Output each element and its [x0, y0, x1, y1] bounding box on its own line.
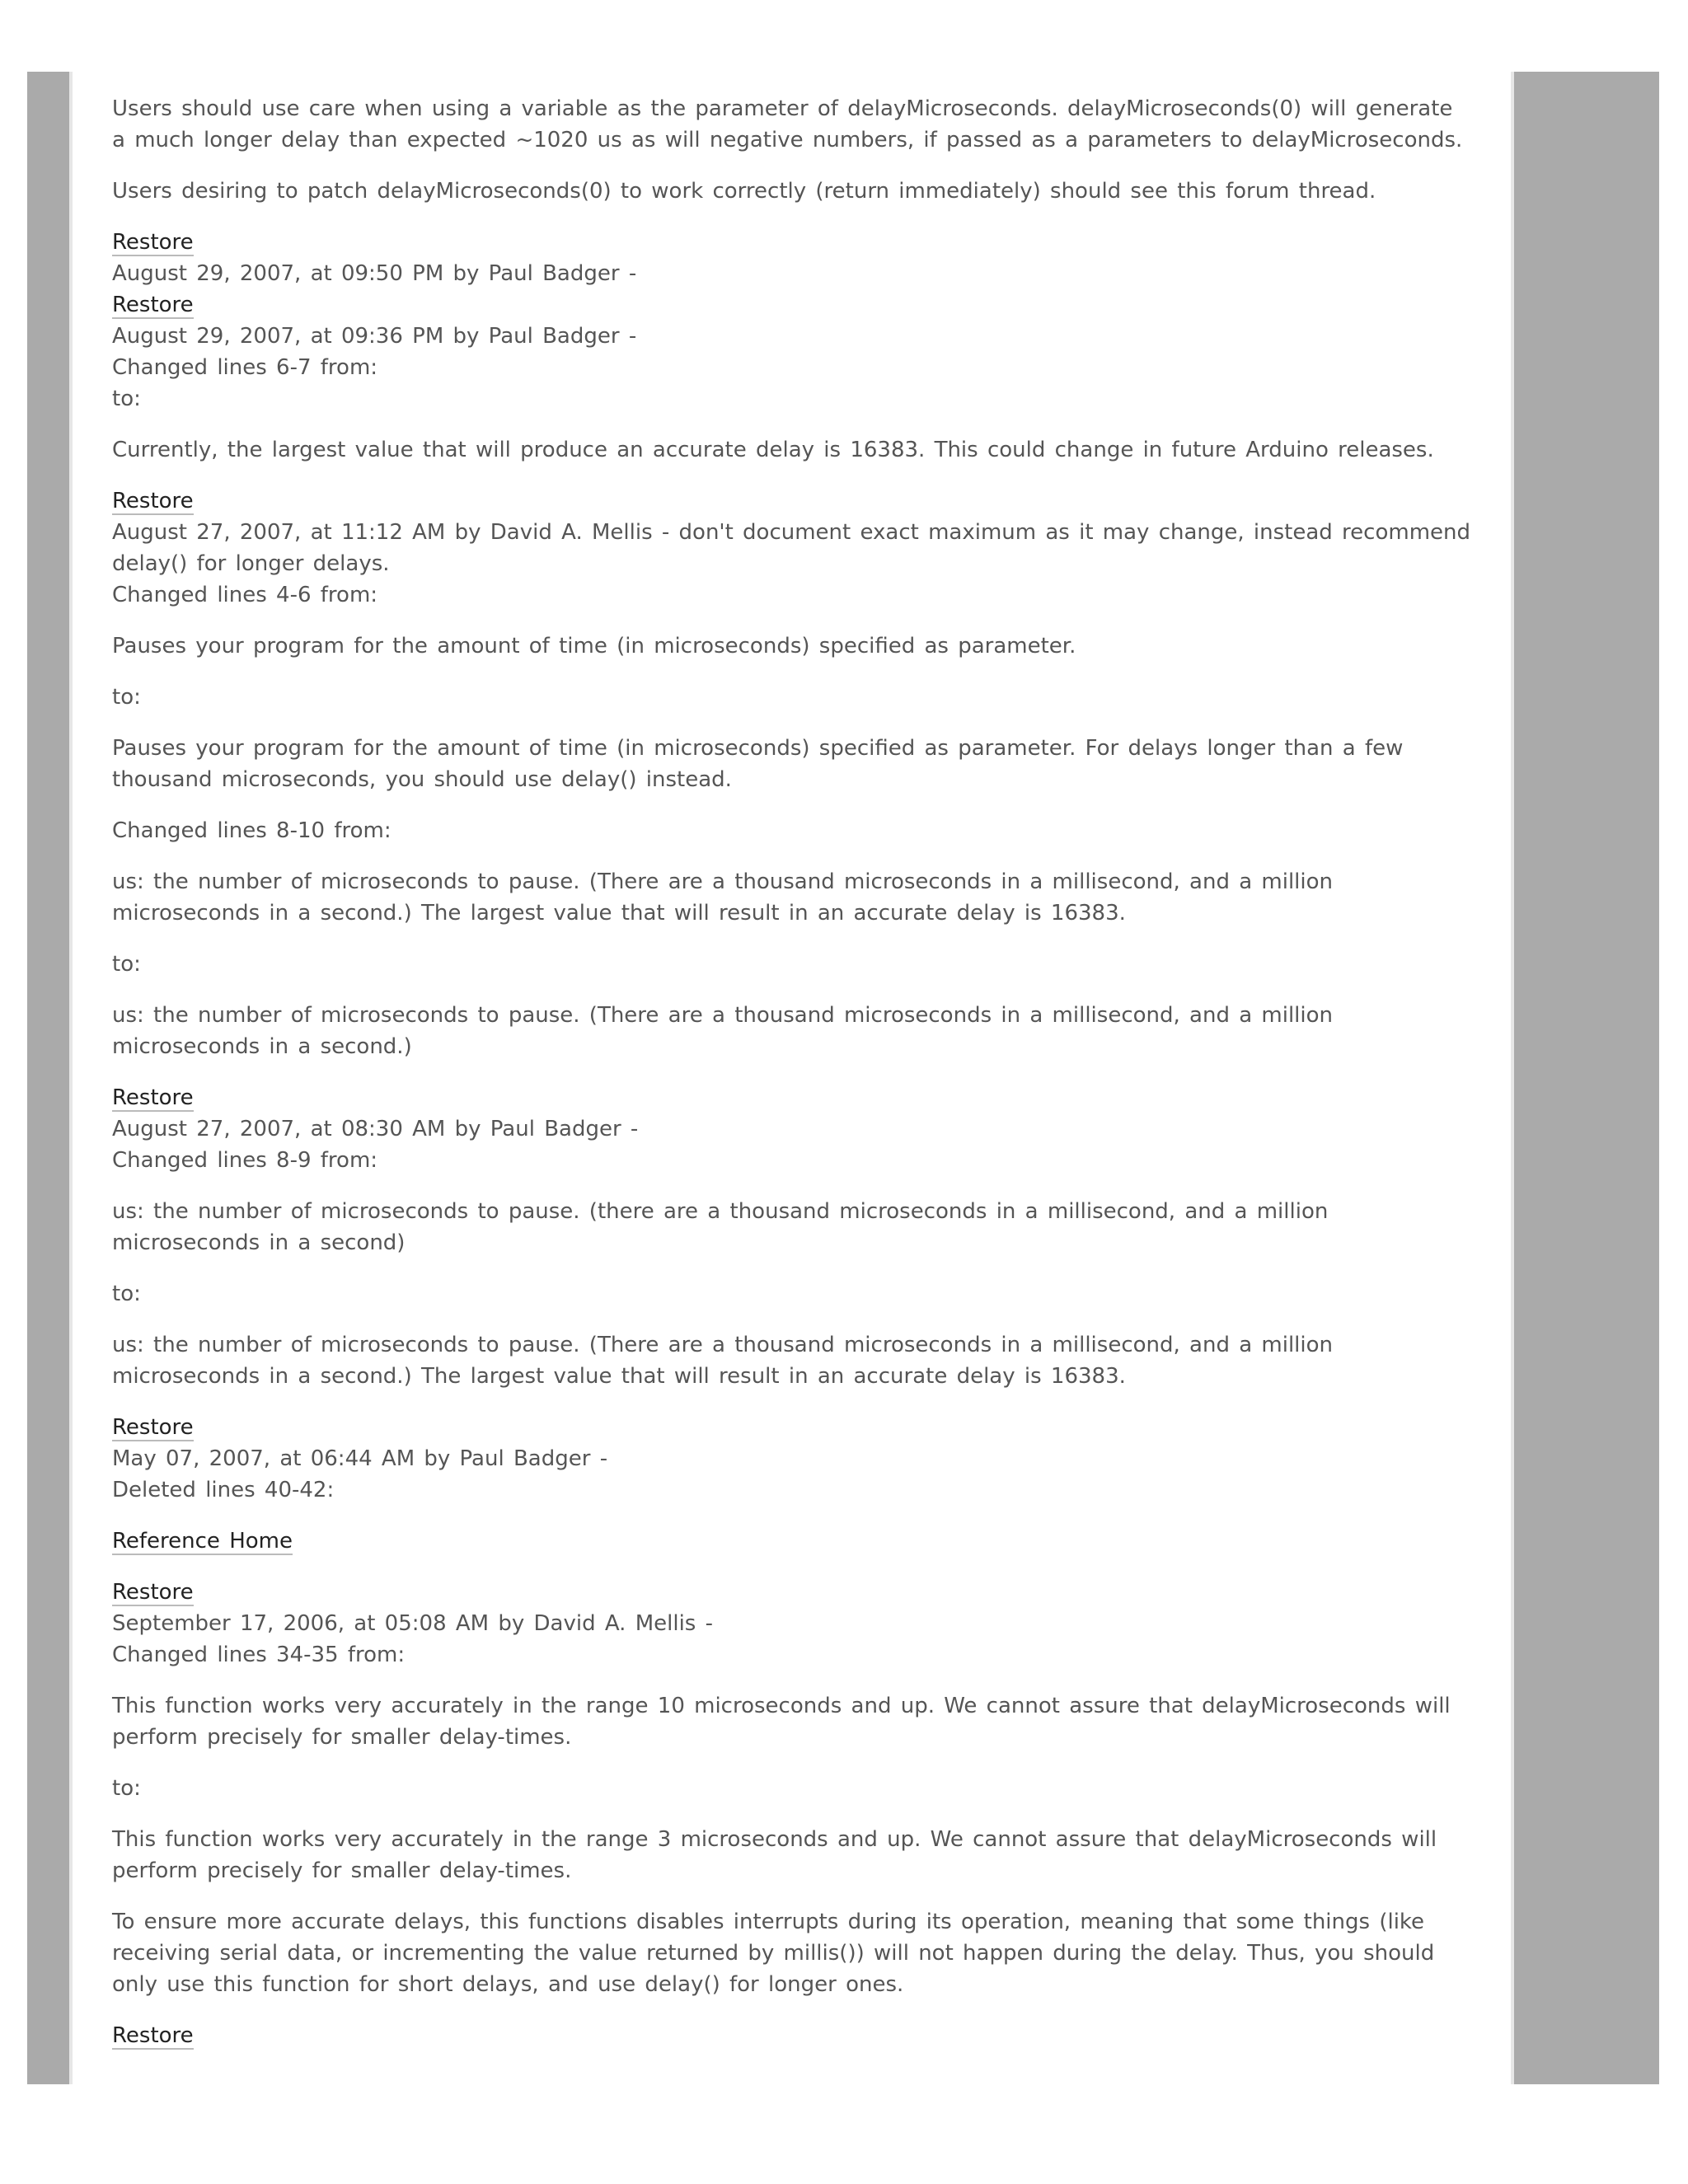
restore-link[interactable]: Restore	[112, 230, 194, 255]
revision-meta: August 29, 2007, at 09:50 PM by Paul Badger -	[112, 261, 637, 286]
diff-change-label: Changed lines 8-9 from:	[112, 1148, 378, 1173]
diff-change-label: Changed lines 6-7 from:	[112, 355, 378, 380]
revision-entry	[112, 1082, 1472, 1176]
intro-paragraph-2: Users desiring to patch delayMicroseconds(0) to work correctly (return immediately) should see this forum thread.	[112, 179, 1376, 204]
revision-meta: May 07, 2007, at 06:44 AM by Paul Badger -	[112, 1446, 608, 1471]
revision-entry	[112, 485, 1472, 611]
diff-to-label: to:	[112, 685, 141, 710]
revision-entry	[112, 227, 1472, 415]
left-margin-edge	[69, 72, 73, 2084]
restore-link[interactable]: Restore	[112, 2023, 194, 2048]
diff-old-text: us: the number of microseconds to pause. (there are a thousand microseconds in a millisecond, and a million microseconds in a second)	[112, 1199, 1329, 1255]
restore-link[interactable]: Restore	[112, 489, 194, 513]
diff-new-text: us: the number of microseconds to pause. (There are a thousand microseconds in a millisecond, and a million microseconds in a second.) The largest value that will result in an accurate delay is 16383.	[112, 1333, 1334, 1389]
diff-to-label: to:	[112, 952, 141, 977]
diff-old-text: This function works very accurately in the range 10 microseconds and up. We cannot assure that delayMicroseconds will perform precisely for smaller delay-times.	[112, 1694, 1451, 1750]
diff-new-text: To ensure more accurate delays, this functions disables interrupts during its operation, meaning that some things (like receiving serial data, or incrementing the value returned by millis()) will not happen during the delay. Thus, you should only use this function for short delays, and use delay() for longer ones.	[112, 1910, 1435, 1997]
diff-old-text: Pauses your program for the amount of time (in microseconds) specified as parameter.	[112, 634, 1076, 658]
diff-new-text: Currently, the largest value that will produce an accurate delay is 16383. This could change in future Arduino releases.	[112, 438, 1434, 462]
diff-change-label: Deleted lines 40-42:	[112, 1478, 335, 1502]
right-margin-bar	[1514, 72, 1659, 2084]
diff-to-label: to:	[112, 1776, 141, 1801]
diff-to-label: to:	[112, 387, 141, 411]
diff-old-text: us: the number of microseconds to pause. (There are a thousand microseconds in a millisecond, and a million microseconds in a second.) The largest value that will result in an accurate delay is 16383.	[112, 869, 1334, 926]
restore-link[interactable]: Restore	[112, 293, 194, 317]
diff-to-label: to:	[112, 1282, 141, 1306]
reference-home-link[interactable]: Reference Home	[112, 1529, 293, 1554]
page-history-content	[112, 93, 1472, 2071]
diff-new-text: Pauses your program for the amount of time (in microseconds) specified as parameter. For delays longer than a few thousand microseconds, you should use delay() instead.	[112, 736, 1404, 792]
revision-meta: September 17, 2006, at 05:08 AM by David A. Mellis -	[112, 1611, 713, 1636]
diff-change-label: Changed lines 4-6 from:	[112, 583, 378, 607]
diff-change-label: Changed lines 34-35 from:	[112, 1643, 406, 1667]
restore-link[interactable]: Restore	[112, 1580, 194, 1605]
restore-link[interactable]: Restore	[112, 1415, 194, 1440]
diff-change-label: Changed lines 8-10 from:	[112, 818, 392, 843]
left-margin-bar	[27, 72, 69, 2084]
diff-new-text: us: the number of microseconds to pause. (There are a thousand microseconds in a millisecond, and a million microseconds in a second.)	[112, 1003, 1334, 1059]
diff-new-text: This function works very accurately in the range 3 microseconds and up. We cannot assure that delayMicroseconds will perform precisely for smaller delay-times.	[112, 1827, 1437, 1883]
revision-entry	[112, 1412, 1472, 1506]
revision-entry	[112, 2020, 1472, 2051]
intro-paragraph-1: Users should use care when using a variable as the parameter of delayMicroseconds. delayMicroseconds(0) will generate a much longer delay than expected ~1020 us as will negative numbers, if passed as a parameters to delayMicroseconds.	[112, 96, 1463, 152]
revision-meta: August 29, 2007, at 09:36 PM by Paul Badger -	[112, 324, 637, 349]
revision-entry	[112, 1577, 1472, 1671]
restore-link[interactable]: Restore	[112, 1085, 194, 1110]
revision-meta: August 27, 2007, at 08:30 AM by Paul Badger -	[112, 1117, 639, 1141]
revision-meta: August 27, 2007, at 11:12 AM by David A. Mellis - don't document exact maximum as it may change, instead recommend delay() for longer delays.	[112, 520, 1470, 576]
